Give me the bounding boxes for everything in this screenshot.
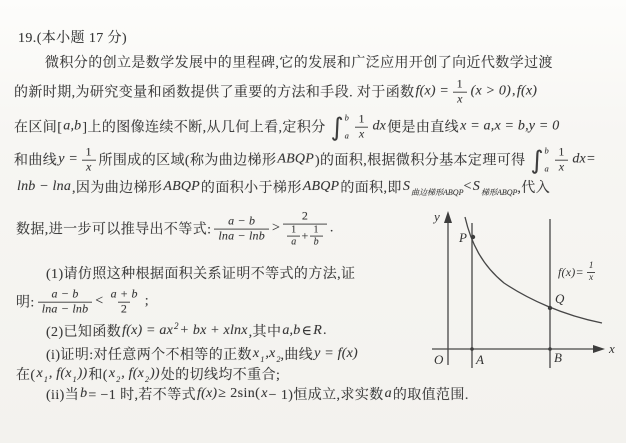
curve-equation-prefix: f(x)= [558, 264, 584, 279]
point-p-label: P [459, 230, 467, 245]
problem-line [14, 113, 560, 142]
curve-equation-label [557, 261, 596, 284]
math-text: S [402, 179, 411, 194]
problem-line [45, 52, 553, 72]
text-run: 2 [301, 208, 309, 223]
text-run: 微积分的创立是数学发展中的里程碑,它的发展和广泛应用开创了向近代数学过渡 [45, 56, 553, 71]
point-b-label: B [554, 350, 562, 365]
math-text: lna − lnb [41, 301, 89, 316]
math-text: x [558, 159, 565, 174]
problem-line [46, 344, 359, 364]
text-run: = −1 时,若不等式 [88, 388, 197, 403]
math-text: , f(x [121, 366, 145, 381]
subscript: 2 [145, 374, 150, 384]
problem-line [16, 210, 334, 249]
text-run: ,因为曲边梯形 [72, 181, 163, 196]
x-axis-label: x [609, 341, 615, 356]
math-text: x [358, 126, 365, 141]
math-text: lna − lnb [218, 228, 265, 243]
math-text: y = [58, 152, 78, 167]
subscript: 2 [116, 374, 121, 384]
math-text: ABQP [277, 152, 314, 167]
subscript: 曲边梯形ABQP [411, 187, 464, 197]
text-run: ∈ [301, 323, 313, 339]
math-text: x [457, 91, 463, 106]
math-text: x = a,x = b,y = 0 [460, 119, 560, 134]
point-q-dot [548, 306, 552, 310]
problem-line [14, 78, 538, 107]
math-text: a − b [51, 286, 79, 301]
math-text: dx [572, 152, 586, 167]
math-text: b [313, 236, 319, 248]
text-run: 1 [313, 224, 319, 236]
math-text: f(x) = ax [122, 323, 174, 338]
math-text: x [261, 386, 268, 401]
text-run: ≥ 2sin( [218, 386, 261, 401]
origin-label: O [434, 352, 444, 367]
point-p-dot [471, 235, 475, 239]
math-text: f(x) = [415, 84, 450, 99]
problem-line [46, 263, 355, 283]
math-text: a [384, 386, 392, 401]
text-run: 在( [16, 368, 36, 383]
problem-line [46, 384, 469, 404]
text-run: (1)请仿照这种根据面积关系证明不等式的方法,证 [46, 267, 356, 282]
text-run: 和( [88, 368, 108, 383]
text-run: ]上的图像连续不断,从几何上看,定积分 [82, 121, 326, 136]
text-run: 的面积,即 [340, 181, 402, 196]
problem-line [16, 288, 149, 317]
point-a-label: A [476, 352, 484, 367]
math-text: S [472, 179, 480, 194]
integral-icon: ∫ [330, 112, 344, 142]
problem-line [16, 364, 280, 384]
math-text: )) [77, 366, 88, 381]
math-text: ABQP [163, 179, 200, 194]
figure-canvas [416, 203, 626, 403]
math-text: )) [150, 366, 160, 381]
text-run: 在区间[ [14, 121, 63, 136]
math-text: , f(x [48, 366, 72, 381]
problem-line [46, 321, 327, 341]
x-axis-arrow-icon [593, 345, 605, 353]
math-text: b [80, 386, 88, 401]
fraction [355, 113, 369, 142]
text-run: (ii)当 [46, 388, 80, 403]
point-q-label: Q [555, 291, 565, 306]
text-run: 1 [558, 144, 565, 159]
math-text: R [313, 323, 322, 338]
problem-line [18, 27, 127, 47]
fraction [82, 146, 96, 175]
text-run: < [95, 294, 104, 309]
math-text: ,x [265, 346, 276, 361]
text-run: 便是由直线 [387, 121, 460, 136]
text-run: 19.(本小题 17 分) [18, 31, 128, 46]
math-text: y = f(x) [314, 346, 358, 361]
math-text: (x > 0) [470, 84, 511, 99]
integral-icon: ∫ [530, 145, 544, 175]
point-b-dot [548, 347, 552, 351]
text-run: . [323, 323, 327, 338]
fraction [555, 146, 569, 175]
text-run: 2 [120, 301, 128, 316]
math-text: x [85, 159, 92, 174]
figure-graph [416, 203, 626, 403]
math-text: a + b [110, 286, 138, 301]
text-run: 数据,进一步可以推导出不等式: [16, 222, 212, 238]
text-run: , [512, 84, 516, 99]
text-run: 的取值范围. [392, 388, 469, 403]
text-run: 1 [456, 76, 464, 91]
problem-line [14, 146, 595, 175]
text-run: = [586, 152, 596, 167]
fraction [453, 78, 467, 107]
math-text: a [291, 236, 297, 248]
integral: ∫ b a [530, 145, 549, 175]
text-run: ; [144, 294, 149, 309]
text-run: ,其中 [248, 325, 282, 340]
text-run: − 1)恒成立,求实数 [268, 388, 384, 403]
math-text: + bx + xlnx [179, 323, 248, 338]
text-run: 处的切线均不重合; [160, 368, 281, 383]
text-run: 和曲线 [14, 154, 58, 169]
text-run: 1 [85, 144, 92, 159]
text-run: > [271, 220, 281, 236]
fraction [38, 288, 93, 317]
fraction [283, 210, 327, 249]
math-text: f(x) [197, 386, 218, 401]
math-text: x [252, 346, 260, 361]
y-axis-arrow-icon [444, 211, 452, 223]
fraction [287, 224, 300, 248]
subscript: 2 [276, 354, 281, 364]
text-run: 的面积小于梯形 [200, 181, 302, 196]
subscript: 梯形ABQP [480, 187, 518, 197]
integral: ∫ b a [330, 112, 349, 142]
fraction [310, 224, 323, 248]
math-text: x [108, 366, 116, 381]
superscript: 2 [174, 321, 179, 331]
text-run: 明: [16, 296, 35, 311]
text-run: . [329, 220, 334, 236]
text-run: ,代入 [517, 181, 551, 196]
fraction [214, 215, 269, 244]
text-run: + [301, 228, 309, 243]
text-run: < [463, 179, 472, 194]
problem-line [16, 177, 550, 197]
text-run: (2)已知函数 [46, 325, 122, 340]
math-text: dx [372, 119, 387, 134]
math-text: a − b [228, 213, 256, 228]
math-text: a,b [282, 323, 301, 338]
text-run: 所围成的区域(称为曲边梯形 [98, 154, 277, 169]
curve-equation-fraction: $\frac{1}{x}$ [588, 261, 594, 283]
math-text: f(x) [516, 84, 538, 99]
text-run: 1 [291, 224, 297, 236]
subscript: 1 [260, 354, 265, 364]
math-text: lnb − lna [17, 179, 72, 194]
text-run: ,曲线 [280, 348, 314, 363]
y-axis-label: y [434, 209, 440, 224]
text-run: 1 [358, 111, 365, 126]
math-text: ABQP [302, 179, 340, 194]
text-run: (i)证明:对任意两个不相等的正数 [46, 348, 252, 363]
text-run: )的面积,根据微积分基本定理可得 [314, 154, 526, 169]
subscript: 1 [43, 374, 48, 384]
point-a-dot [470, 347, 474, 351]
subscript: 1 [72, 374, 77, 384]
math-text: x [36, 366, 43, 381]
fraction [107, 288, 142, 317]
math-text: a,b [63, 119, 82, 134]
text-run: 的新时期,为研究变量和函数提供了重要的方法和手段. 对于函数 [14, 86, 415, 101]
